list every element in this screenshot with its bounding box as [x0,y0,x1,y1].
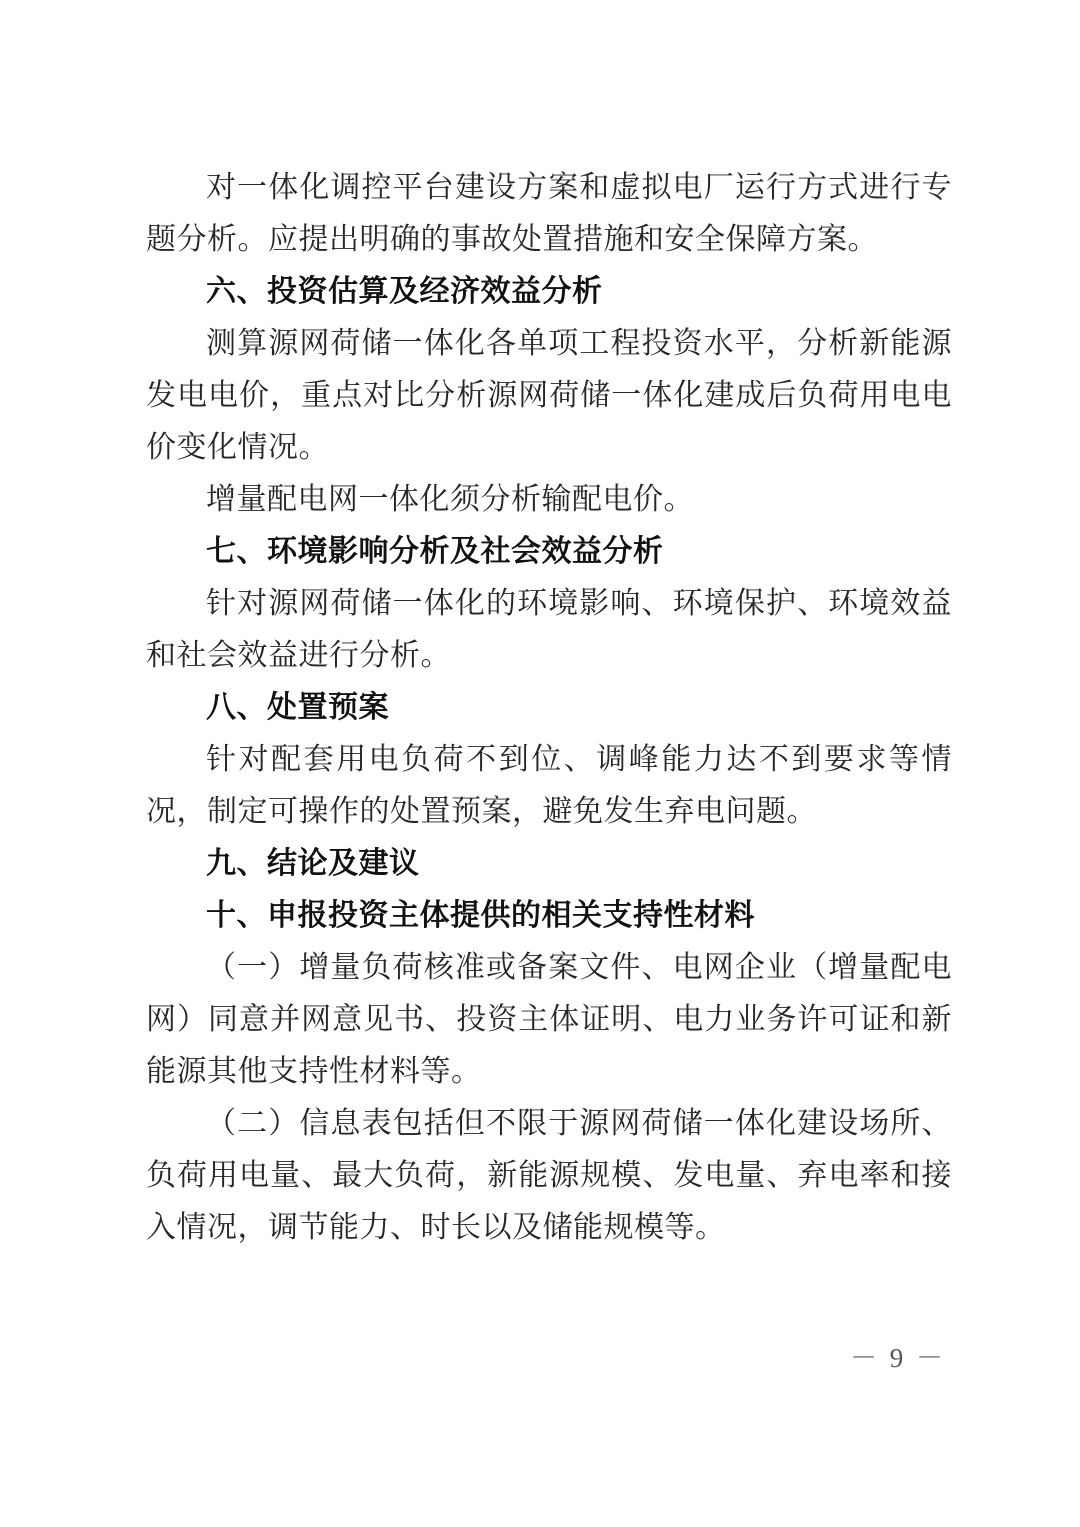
section-heading: 十、申报投资主体提供的相关支持性材料 [206,899,755,932]
section-heading: 七、环境影响分析及社会效益分析 [206,535,664,568]
paragraph: 针对源网荷储一体化的环境影响、环境保护、环境效益和社会效益进行分析。 [146,587,952,672]
paragraph: 增量配电网一体化须分析输配电价。 [206,483,694,516]
paragraph: 测算源网荷储一体化各单项工程投资水平，分析新能源发电电价，重点对比分析源网荷储一体化建成后负荷用电电价变化情况。 [146,327,952,464]
document-content [146,162,952,1254]
paragraph: 针对配套用电负荷不到位、调峰能力达不到要求等情况，制定可操作的处置预案，避免发生弃电问题。 [146,743,952,828]
paragraph: 对一体化调控平台建设方案和虚拟电厂运行方式进行专题分析。应提出明确的事故处置措施和安全保障方案。 [146,171,952,256]
section-heading: 九、结论及建议 [206,847,420,880]
paragraph: （一）增量负荷核准或备案文件、电网企业（增量配电网）同意并网意见书、投资主体证明、电力业务许可证和新能源其他支持性材料等。 [146,951,952,1088]
section-heading: 六、投资估算及经济效益分析 [206,275,603,308]
section-heading: 八、处置预案 [206,691,389,724]
page-number: － 9 － [850,1343,946,1373]
paragraph: （二）信息表包括但不限于源网荷储一体化建设场所、负荷用电量、最大负荷，新能源规模、发电量、弃电率和接入情况，调节能力、时长以及储能规模等。 [146,1107,952,1244]
